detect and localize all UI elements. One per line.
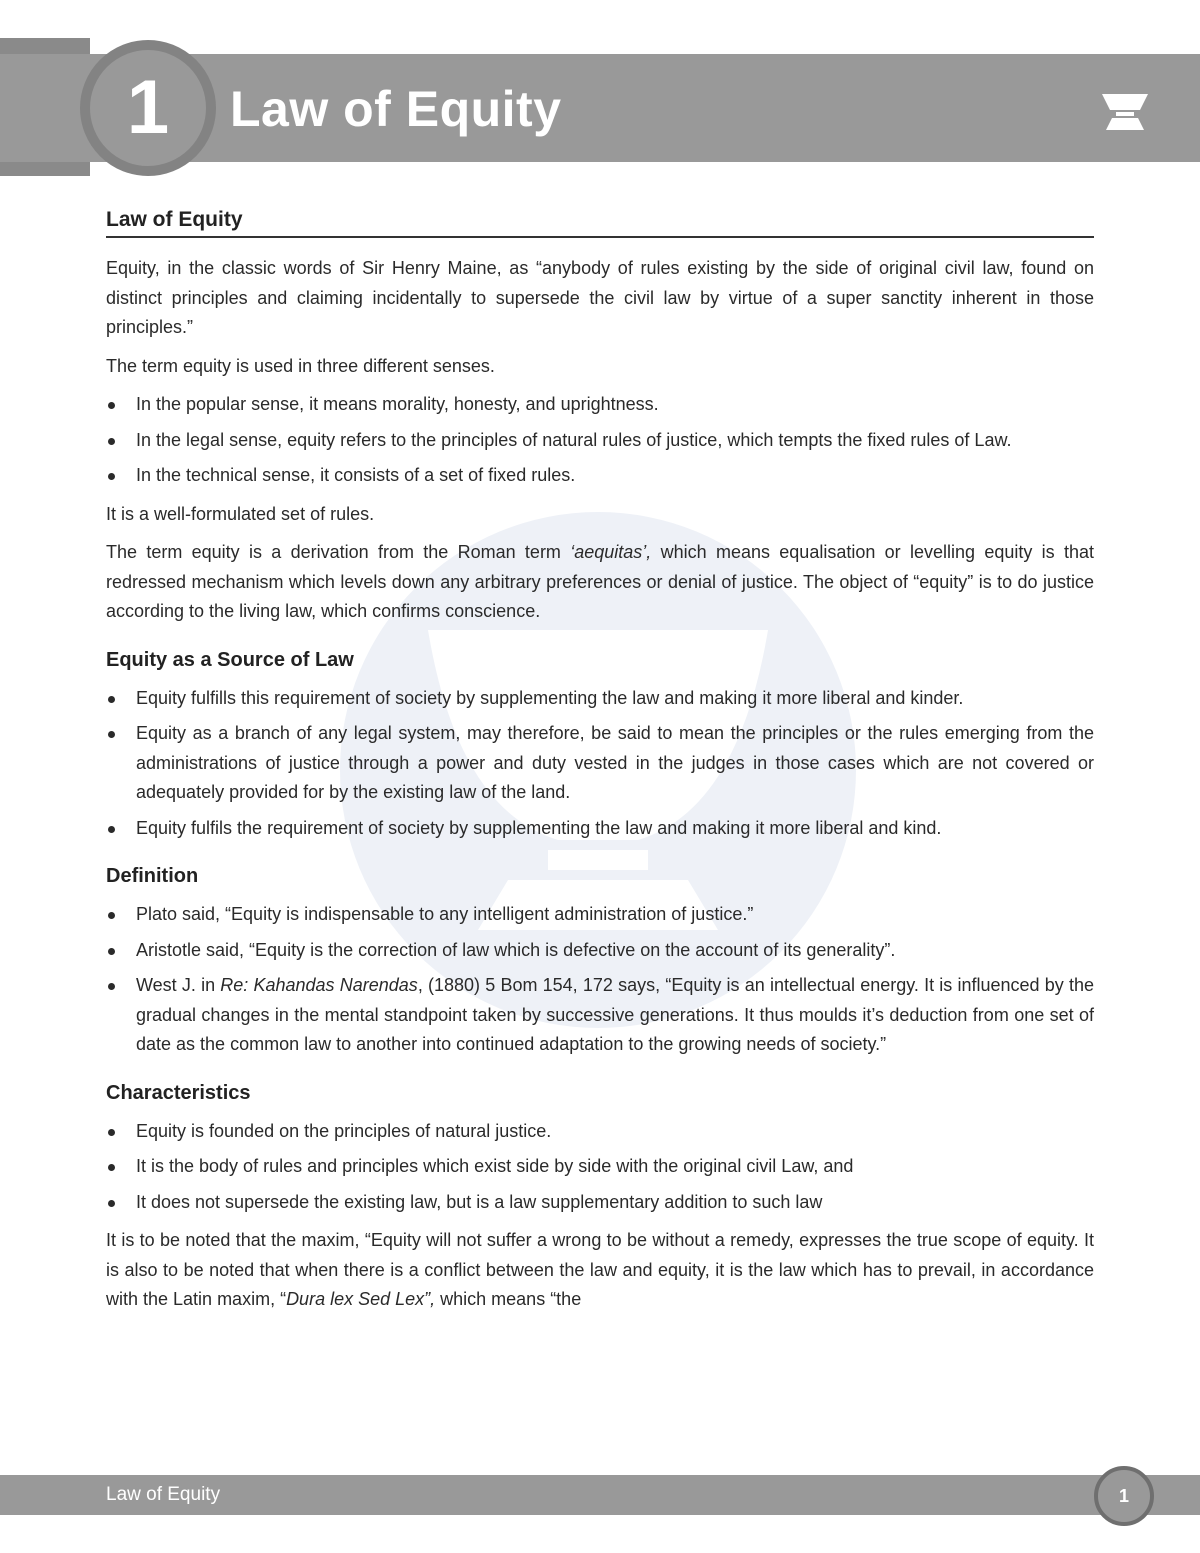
bullet-icon xyxy=(108,983,115,990)
list-item: West J. in Re: Kahandas Narendas, (1880) 5 Bom 154, 172 says, “Equity is an intellectual energy. It is influenced by the gradual changes in the mental standpoint taken by successive generations. It thus moulds it’s deduction from one set of date as the common law to another into continued adaptation to the growing needs of society.” xyxy=(106,971,1094,1060)
list-item: In the legal sense, equity refers to the principles of natural rules of justice, which tempts the fixed rules of Law. xyxy=(106,426,1094,456)
bullet-icon xyxy=(108,1164,115,1171)
section-heading: Law of Equity xyxy=(106,208,1094,238)
rules-paragraph: It is a well-formulated set of rules. xyxy=(106,503,375,524)
bullet-icon xyxy=(108,402,115,409)
list-item: Plato said, “Equity is indispensable to any intelligent administration of justice.” xyxy=(106,900,1094,930)
list-item: Aristotle said, “Equity is the correction of law which is defective on the account of its generality”. xyxy=(106,936,1094,966)
bullet-icon xyxy=(108,948,115,955)
senses-list xyxy=(106,390,1094,491)
chapter-number: 1 xyxy=(126,65,170,150)
list-item: Equity as a branch of any legal system, may therefore, be said to mean the principles or the rules emerging from the administrations of justice through a power and duty vested in the judges in those cases which are not covered or adequately provided for by the existing law of the land. xyxy=(106,719,1094,808)
list-item: Equity is founded on the principles of natural justice. xyxy=(106,1117,1094,1147)
intro-paragraph: Equity, in the classic words of Sir Henry Maine, as “anybody of rules existing by the side of original civil law, found on distinct principles and claiming incidentally to supersede the civil law by virtue of a super sanctity inherent in those principles.” xyxy=(106,258,1094,337)
list-item: It is the body of rules and principles which exist side by side with the original civil Law, and xyxy=(106,1152,1094,1182)
list-item: Equity fulfils the requirement of society by supplementing the law and making it more liberal and kind. xyxy=(106,814,1094,844)
definition-heading: Definition xyxy=(106,865,199,887)
source-of-law-heading: Equity as a Source of Law xyxy=(106,648,354,671)
main-content xyxy=(106,208,1094,1324)
logo-icon xyxy=(1100,92,1150,132)
footer-title: Law of Equity xyxy=(106,1484,221,1505)
bullet-icon xyxy=(108,438,115,445)
list-item: In the popular sense, it means morality, honesty, and uprightness. xyxy=(106,390,1094,420)
chapter-title: Law of Equity xyxy=(230,81,562,137)
characteristics-heading: Characteristics xyxy=(106,1081,251,1104)
bullet-icon xyxy=(108,731,115,738)
bullet-icon xyxy=(108,696,115,703)
bullet-icon xyxy=(108,473,115,480)
characteristics-list xyxy=(106,1117,1094,1218)
bullet-icon xyxy=(108,1129,115,1136)
aequitas-paragraph: The term equity is a derivation from the Roman term ‘aequitas’, which means equalisation or levelling equity is that redressed mechanism which levels down any arbitrary preferences or denial of justice. The object of “equity” is to do justice according to the living law, which confirms conscience. xyxy=(106,542,1094,621)
bullet-icon xyxy=(108,826,115,833)
closing-paragraph: It is to be noted that the maxim, “Equity will not suffer a wrong to be without a remedy, expresses the true scope of equity. It is also to be noted that when there is a conflict between the law and equity, it is the law which has to prevail, in accordance with the Latin maxim, “Dura lex Sed Lex”, which means “the xyxy=(106,1230,1094,1309)
page-number: 1 xyxy=(1118,1486,1129,1506)
list-item: Equity fulfills this requirement of society by supplementing the law and making it more liberal and kinder. xyxy=(106,684,1094,714)
definition-list xyxy=(106,900,1094,1060)
list-item: In the technical sense, it consists of a set of fixed rules. xyxy=(106,461,1094,491)
bullet-icon xyxy=(108,912,115,919)
senses-intro: The term equity is used in three different senses. xyxy=(106,355,495,376)
list-item: It does not supersede the existing law, but is a law supplementary addition to such law xyxy=(106,1188,1094,1218)
source-of-law-list xyxy=(106,684,1094,844)
bullet-icon xyxy=(108,1200,115,1207)
